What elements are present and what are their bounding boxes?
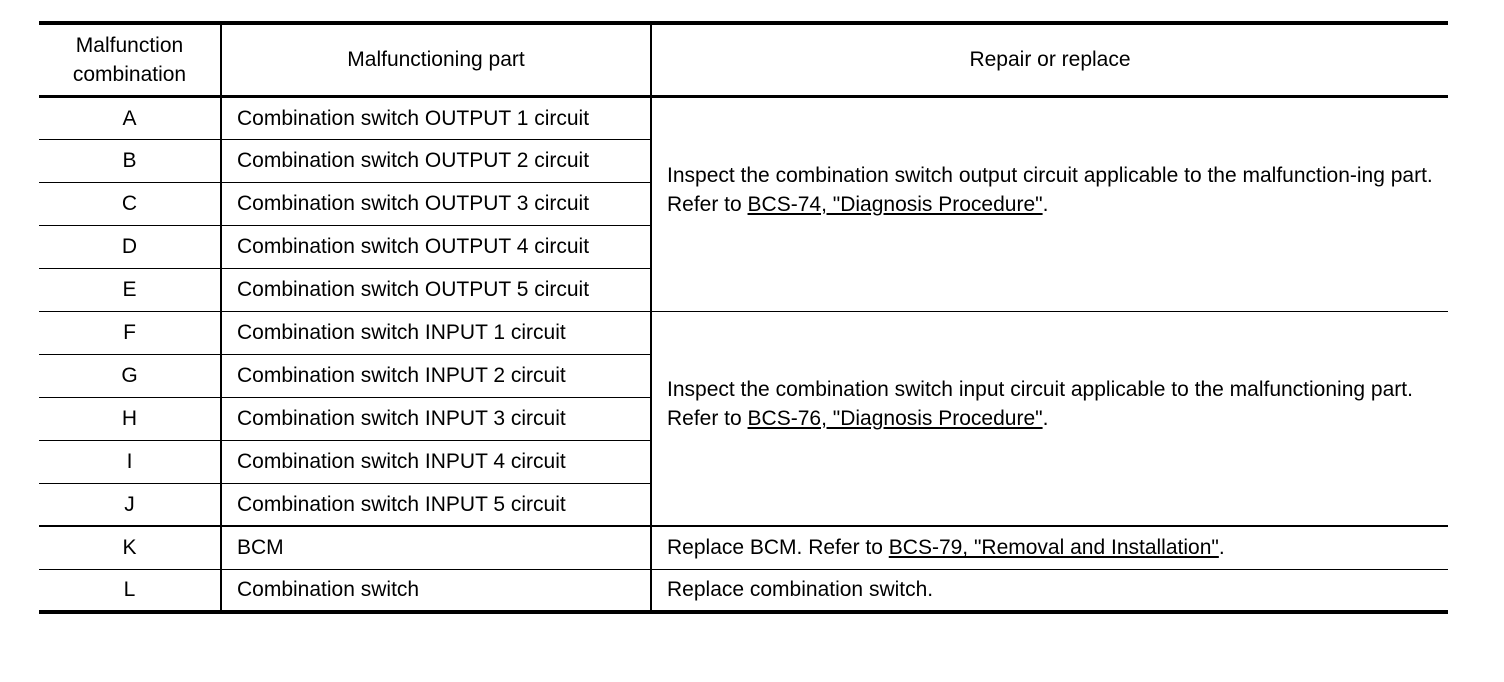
table-row (39, 311, 1448, 354)
row-code: A (39, 96, 221, 139)
table-header-row (39, 23, 1448, 96)
row-code: E (39, 268, 221, 311)
row-part: Combination switch (221, 569, 651, 612)
repair-input-text: Inspect the combination switch input circuit applicable to the malfunctioning part. Refer to BCS-76, "Diagnosis Procedure". (667, 377, 1413, 430)
row-code: K (39, 526, 221, 569)
table-row (39, 569, 1448, 612)
row-part: Combination switch INPUT 4 circuit (221, 440, 651, 483)
header-malfunctioning-part: Malfunctioning part (221, 23, 651, 96)
repair-output-link[interactable]: BCS-74, "Diagnosis Procedure" (747, 192, 1043, 216)
header-malfunction-combination (39, 23, 221, 96)
row-code: B (39, 139, 221, 182)
table-row (39, 96, 1448, 139)
row-part: Combination switch INPUT 1 circuit (221, 311, 651, 354)
table-row (39, 526, 1448, 569)
repair-switch-cell: Replace combination switch. (651, 569, 1448, 612)
row-code: C (39, 182, 221, 225)
row-code: F (39, 311, 221, 354)
row-part: Combination switch INPUT 5 circuit (221, 483, 651, 526)
repair-input-link[interactable]: BCS-76, "Diagnosis Procedure" (747, 406, 1043, 430)
row-code: I (39, 440, 221, 483)
repair-bcm-cell: Replace BCM. Refer to BCS-79, "Removal and Installation". (651, 526, 1448, 569)
row-code: G (39, 354, 221, 397)
row-part: Combination switch OUTPUT 1 circuit (221, 96, 651, 139)
row-code: L (39, 569, 221, 612)
repair-input-cell (651, 311, 1448, 526)
repair-output-cell (651, 96, 1448, 311)
header-col1-label: Malfunction combination (72, 33, 187, 86)
row-part: BCM (221, 526, 651, 569)
repair-output-text: Inspect the combination switch output circuit applicable to the malfunction-ing part. Refer to BCS-74, "Diagnosis Procedure". (667, 163, 1433, 216)
malfunction-table (39, 21, 1448, 614)
row-part: Combination switch INPUT 2 circuit (221, 354, 651, 397)
row-part: Combination switch OUTPUT 3 circuit (221, 182, 651, 225)
repair-bcm-link[interactable]: BCS-79, "Removal and Installation" (888, 536, 1219, 560)
row-code: J (39, 483, 221, 526)
row-part: Combination switch INPUT 3 circuit (221, 397, 651, 440)
row-code: H (39, 397, 221, 440)
row-part: Combination switch OUTPUT 5 circuit (221, 268, 651, 311)
row-code: D (39, 225, 221, 268)
header-repair-or-replace: Repair or replace (651, 23, 1448, 96)
row-part: Combination switch OUTPUT 4 circuit (221, 225, 651, 268)
row-part: Combination switch OUTPUT 2 circuit (221, 139, 651, 182)
